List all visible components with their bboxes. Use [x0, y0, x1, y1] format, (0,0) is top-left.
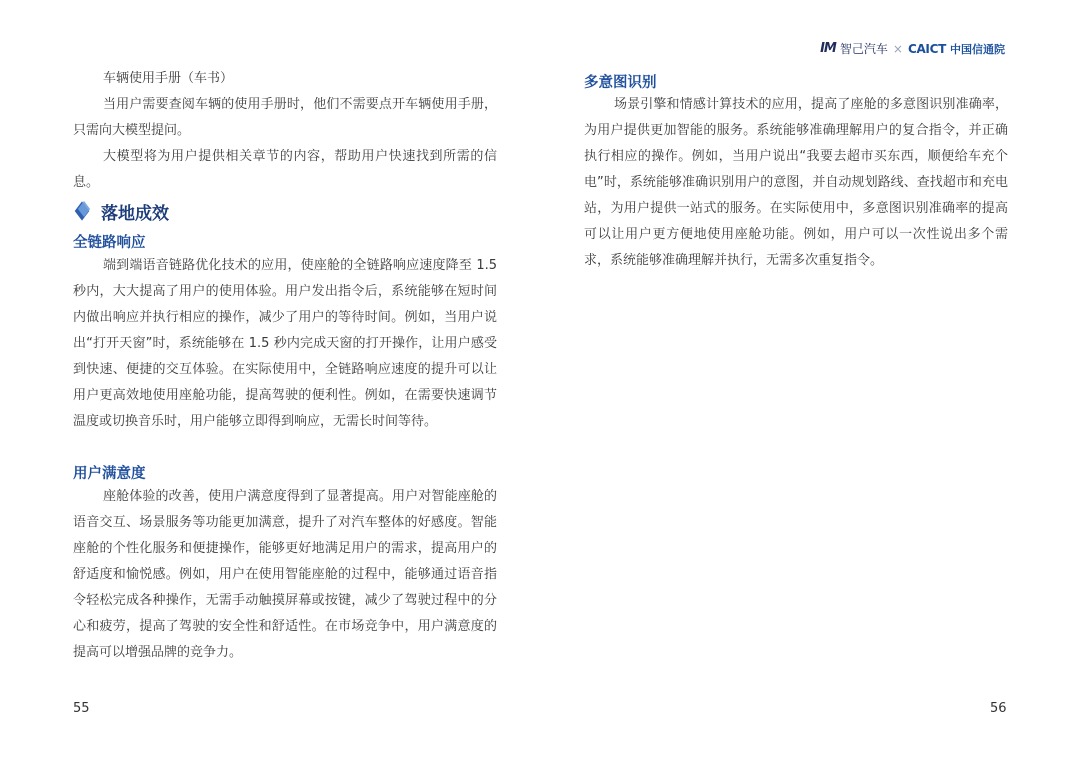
subsection-title-full-link-response: 全链路响应 — [73, 235, 146, 251]
subsection-body-user-satisfaction: 座舱体验的改善，使用户满意度得到了显著提高。用户对智能座舱的语音交互、场景服务等功能更加满意，提升了对汽车整体的好感度。智能座舱的个性化服务和便捷操作，能够更好地满足用户的需求，提高用户的舒适度和愉悦感。例如，用户在使用智能座舱的过程中，能够通过语音指令轻松完成各种操作，无需手动触摸屏幕或按键，减少了驾驶过程中的分心和疲劳，提高了驾驶的安全性和舒适性。在市场竞争中，用户满意度的提高可以增强品牌的竞争力。 — [73, 489, 497, 660]
section-title-text: 落地成效 — [101, 204, 169, 224]
caict-logo-cn-text: 中国信通院 — [950, 42, 1005, 56]
logo-separator: × — [892, 41, 903, 56]
header-logos — [820, 40, 1005, 57]
zhiji-logo-text: 智己汽车 — [839, 42, 888, 56]
intro-paragraph-1: 当用户需要查阅车辆的使用手册时，他们不需要点开车辆使用手册，只需向大模型提问。 — [73, 97, 497, 138]
page-number-right: 56 — [990, 701, 1007, 716]
section-title — [73, 199, 169, 224]
intro-paragraph-2: 大模型将为用户提供相关章节的内容，帮助用户快速找到所需的信息。 — [73, 149, 497, 190]
caict-logo-text: CAICT — [907, 41, 946, 56]
page-number-left: 55 — [73, 701, 90, 716]
zhiji-logo-icon: IM — [820, 41, 836, 56]
intro-heading: 车辆使用手册（车书） — [103, 71, 234, 86]
subsection-title-user-satisfaction: 用户满意度 — [73, 466, 146, 482]
subsection-body-full-link-response: 端到端语音链路优化技术的应用，使座舱的全链路响应速度降至 1.5 秒内，大大提高了用户的使用体验。用户发出指令后，系统能够在短时间内做出响应并执行相应的操作，减少了用户的等待时间。例如，当用户说出“打开天窗”时，系统能够在 1.5 秒内完成天窗的打开操作，让用户感受到快速、便捷的交互体验。在实际使用中，全链路响应速度的提升可以让用户更高效地使用座舱功能，提高驾驶的便利性。例如，在需要快速调节温度或切换音乐时，用户能够立即得到响应，无需长时间等待。 — [73, 258, 497, 429]
section-diamond-icon — [73, 202, 93, 222]
subsection-title-multi-intent: 多意图识别 — [584, 75, 657, 91]
subsection-body-multi-intent: 场景引擎和情感计算技术的应用，提高了座舱的多意图识别准确率，为用户提供更加智能的服务。系统能够准确理解用户的复合指令，并正确执行相应的操作。例如，当用户说出“我要去超市买东西，顺便给车充个电”时，系统能够准确识别用户的意图，并自动规划路线、查找超市和充电站，为用户提供一站式的服务。在实际使用中，多意图识别准确率的提高可以让用户更方便地使用座舱功能。例如，用户可以一次性说出多个需求，系统能够准确理解并执行，无需多次重复指令。 — [584, 97, 1008, 268]
